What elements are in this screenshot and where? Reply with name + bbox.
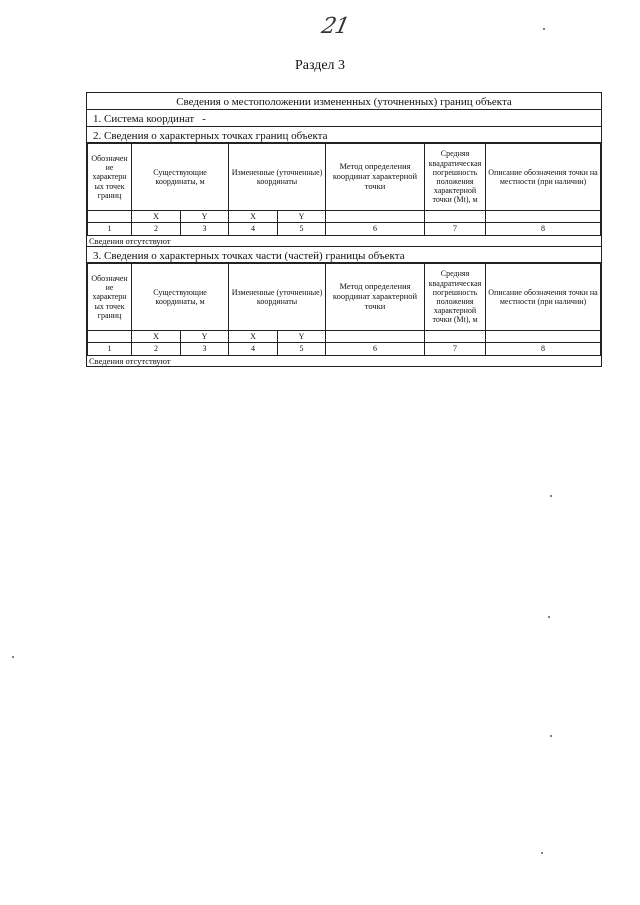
column-number: 7 xyxy=(425,223,486,236)
axes-cell xyxy=(425,211,486,223)
section2-absent-note: Сведения отсутствуют xyxy=(87,236,601,247)
header-designation: Обозначен ие характерн ых точек границ xyxy=(88,264,132,331)
column-number: 3 xyxy=(181,343,229,356)
column-number: 2 xyxy=(132,343,181,356)
scan-speck xyxy=(548,616,550,618)
section-title: Раздел 3 xyxy=(294,58,346,73)
page-number: 21 xyxy=(319,14,351,39)
form-table xyxy=(86,92,602,367)
header-accuracy: Средняя квадратическая погрешность положения характерной точки (Mt), м xyxy=(425,264,486,331)
column-number: 8 xyxy=(486,343,601,356)
column-number: 8 xyxy=(486,223,601,236)
header-existing: Существующие координаты, м xyxy=(132,264,229,331)
header-changed: Измененные (уточненные) координаты xyxy=(229,264,326,331)
axes-cell xyxy=(88,331,132,343)
axes-cell xyxy=(486,211,601,223)
column-number-row xyxy=(88,343,601,356)
axis-y: Y xyxy=(278,211,326,223)
section3-absent-note: Сведения отсутствуют xyxy=(89,356,171,366)
header-changed: Измененные (уточненные) координаты xyxy=(229,144,326,211)
section3-title: 3. Сведения о характерных точках части (частей) границы объекта xyxy=(87,247,601,263)
scan-speck xyxy=(12,656,14,658)
table-header-row xyxy=(88,144,601,211)
block-title: Сведения о местоположении измененных (уточненных) границ объекта xyxy=(87,93,601,110)
axis-y: Y xyxy=(278,331,326,343)
scan-speck xyxy=(541,852,543,854)
axis-x: X xyxy=(229,211,278,223)
axes-cell xyxy=(326,331,425,343)
column-number: 4 xyxy=(229,223,278,236)
axis-x: X xyxy=(132,331,181,343)
column-number: 4 xyxy=(229,343,278,356)
axis-x: X xyxy=(229,331,278,343)
header-method: Метод определения координат характерной точки xyxy=(326,264,425,331)
header-description: Описание обозначения точки на местности (при наличии) xyxy=(486,264,601,331)
column-number: 6 xyxy=(326,343,425,356)
scan-speck xyxy=(550,735,552,737)
axis-y: Y xyxy=(181,331,229,343)
column-number: 5 xyxy=(278,223,326,236)
coord-system-row xyxy=(87,110,601,127)
axes-row xyxy=(88,211,601,223)
axes-cell xyxy=(326,211,425,223)
column-number: 1 xyxy=(88,343,132,356)
axes-cell xyxy=(486,331,601,343)
column-number: 5 xyxy=(278,343,326,356)
column-number: 1 xyxy=(88,223,132,236)
section2-table xyxy=(87,143,601,236)
axis-y: Y xyxy=(181,211,229,223)
scan-speck xyxy=(550,495,552,497)
axes-cell xyxy=(425,331,486,343)
column-number: 6 xyxy=(326,223,425,236)
column-number: 7 xyxy=(425,343,486,356)
header-existing: Существующие координаты, м xyxy=(132,144,229,211)
header-designation: Обозначен ие характерн ых точек границ xyxy=(88,144,132,211)
scan-speck xyxy=(543,28,545,30)
column-number: 3 xyxy=(181,223,229,236)
header-description: Описание обозначения точки на местности (при наличии) xyxy=(486,144,601,211)
header-method: Метод определения координат характерной точки xyxy=(326,144,425,211)
axes-row xyxy=(88,331,601,343)
column-number: 2 xyxy=(132,223,181,236)
axes-cell xyxy=(88,211,132,223)
coord-system-label: 1. Система координат xyxy=(93,113,195,125)
section3-table xyxy=(87,263,601,356)
section2-title: 2. Сведения о характерных точках границ объекта xyxy=(87,127,601,143)
table-header-row xyxy=(88,264,601,331)
axis-x: X xyxy=(132,211,181,223)
column-number-row xyxy=(88,223,601,236)
coord-system-value: - xyxy=(202,113,206,125)
header-accuracy: Средняя квадратическая погрешность положения характерной точки (Mt), м xyxy=(425,144,486,211)
